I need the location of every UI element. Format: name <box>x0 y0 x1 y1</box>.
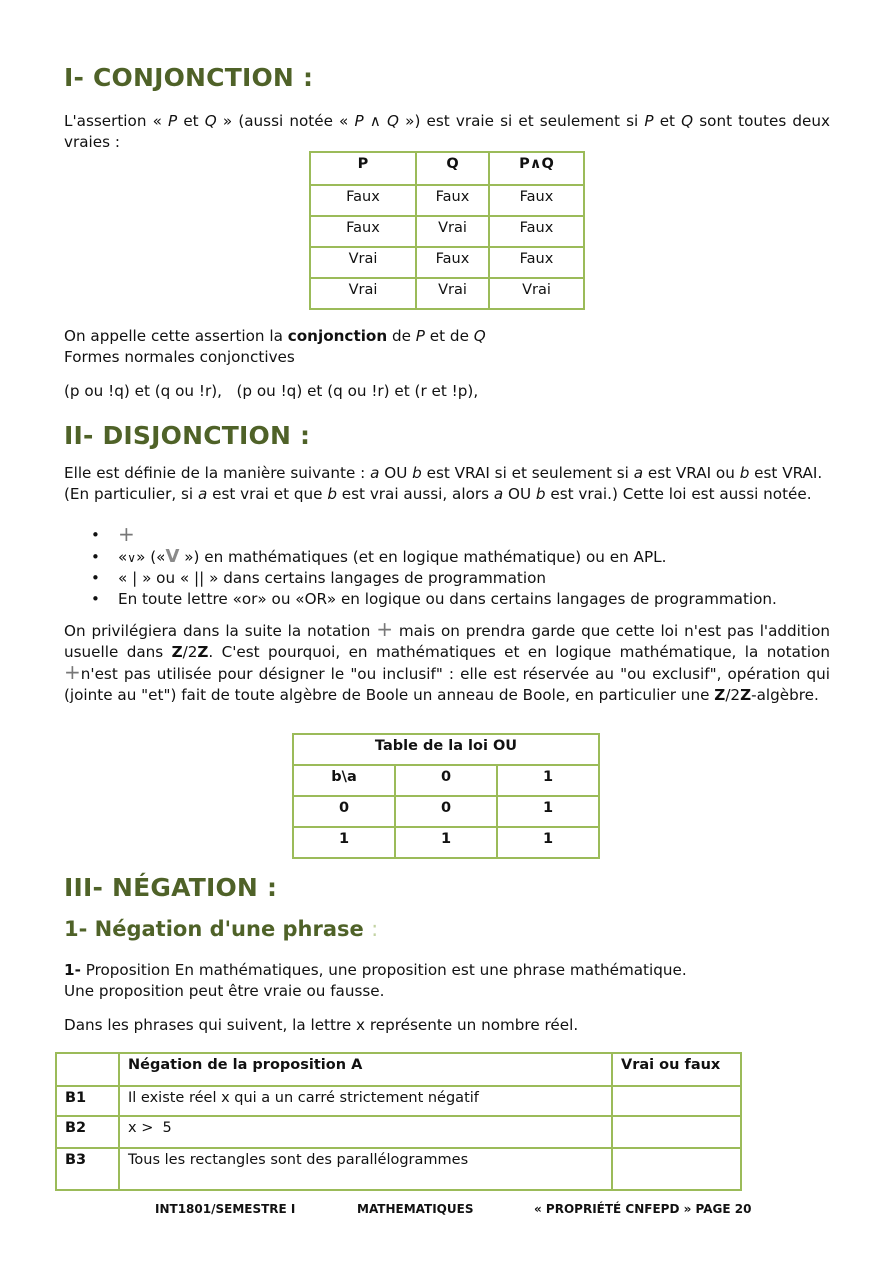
table-cell: Faux <box>310 185 416 216</box>
table-header-cell: 0 <box>395 765 497 796</box>
table-cell: Faux <box>489 216 584 247</box>
bullet-icon: • <box>91 569 100 587</box>
normal-forms-label: Formes normales conjonctives <box>64 348 295 366</box>
section-title-negation: III- NÉGATION : <box>64 873 278 902</box>
table-cell: Il existe réel x qui a un carré strictement négatif <box>119 1086 612 1116</box>
table-header-cell: Vrai ou faux <box>612 1053 741 1086</box>
table-cell: 1 <box>497 796 599 827</box>
list-item: • « | » ou « || » dans certains langages de programmation <box>91 569 546 587</box>
ou-truth-table <box>292 733 600 859</box>
table-cell: 1 <box>395 827 497 858</box>
table-header-cell: b\a <box>293 765 395 796</box>
table-cell: 1 <box>497 827 599 858</box>
normal-forms-example: (p ou !q) et (q ou !r), (p ou !q) et (q ou !r) et (r et !p), <box>64 382 479 400</box>
notation-list <box>64 522 844 609</box>
table-row <box>293 796 599 827</box>
table-cell: Faux <box>416 247 489 278</box>
answer-cell <box>612 1086 741 1116</box>
table-cell: 0 <box>395 796 497 827</box>
footer-course-code: INT1801/SEMESTRE I <box>155 1202 296 1216</box>
list-item: • «∨» («V ») en mathématiques (et en logique mathématique) ou en APL. <box>91 545 667 567</box>
conjonction-truth-table <box>309 151 585 310</box>
table-row <box>56 1086 741 1116</box>
bullet-icon: • <box>91 547 100 566</box>
table-cell: Faux <box>416 185 489 216</box>
proposition-definition: 1- Proposition En mathématiques, une proposition est une phrase mathématique. <box>64 961 687 979</box>
bullet-icon: • <box>91 526 100 544</box>
table-caption: Table de la loi OU <box>293 734 599 765</box>
section-title-disjonction: II- DISJONCTION : <box>64 421 311 450</box>
bullet-icon: • <box>91 589 100 608</box>
table-row <box>310 278 584 309</box>
table-cell: B2 <box>56 1116 119 1148</box>
disjonction-definition: Elle est définie de la manière suivante : a OU b est VRAI si et seulement si a est VRAI ou b est VRAI. (En particulier, si a est vrai et que b est vrai aussi, alors a OU b est vrai.) Cette loi est aussi notée. <box>64 464 823 503</box>
footer-subject: MATHEMATIQUES <box>357 1202 474 1216</box>
table-cell: Vrai <box>416 216 489 247</box>
table-row <box>56 1116 741 1148</box>
table-header-cell: P <box>310 152 416 185</box>
table-row <box>310 247 584 278</box>
table-cell: Vrai <box>416 278 489 309</box>
vee-symbol: V <box>165 545 180 567</box>
subsection-title-negation-phrase: 1- Négation d'une phrase : <box>64 917 379 941</box>
table-cell: Vrai <box>310 247 416 278</box>
table-header-cell: Négation de la proposition A <box>119 1053 612 1086</box>
table-cell: B3 <box>56 1148 119 1190</box>
table-cell: x > 5 <box>119 1116 612 1148</box>
section-title-conjonction: I- CONJONCTION : <box>64 63 314 92</box>
table-row <box>310 185 584 216</box>
table-row <box>310 216 584 247</box>
table-cell: B1 <box>56 1086 119 1116</box>
table-cell: Vrai <box>310 278 416 309</box>
answer-cell <box>612 1148 741 1190</box>
answer-cell <box>612 1116 741 1148</box>
list-item <box>64 522 844 547</box>
table-row <box>293 827 599 858</box>
table-cell: 0 <box>293 796 395 827</box>
table-cell: Faux <box>489 185 584 216</box>
table-cell: Faux <box>489 247 584 278</box>
conjonction-intro: L'assertion « P et Q » (aussi notée « P ∧ Q ») est vraie si et seulement si P et Q sont toutes deux vraies : <box>64 112 830 151</box>
disjonction-notation-paragraph: On privilégiera dans la suite la notation + mais on prendra garde que cette loi n'est pas l'addition usuelle dans Z/2Z. C'est pourquoi, en mathématiques et en logique mathématique, la notation +n'est pas utilisée pour désigner le "ou inclusif" : elle est réservée au "ou exclusif", opération qui (jointe au "et") fait de toute algèbre de Boole un anneau de Boole, en particulier une Z/2Z-algèbre. <box>64 617 830 704</box>
negation-table <box>55 1052 742 1191</box>
conjonction-definition: On appelle cette assertion la conjonction de P et de Q <box>64 327 486 345</box>
table-cell: 1 <box>293 827 395 858</box>
table-header-cell: Q <box>416 152 489 185</box>
plus-symbol: + <box>118 522 135 546</box>
table-cell: Tous les rectangles sont des parallélogrammes <box>119 1148 612 1190</box>
proposition-truth-note: Une proposition peut être vraie ou fausse. <box>64 982 385 1000</box>
table-row <box>293 765 599 796</box>
table-cell: Vrai <box>489 278 584 309</box>
table-row <box>56 1148 741 1190</box>
list-item: • En toute lettre «or» ou «OR» en logique ou dans certains langages de programmation. <box>91 589 777 608</box>
table-header-cell: 1 <box>497 765 599 796</box>
table-cell: Faux <box>310 216 416 247</box>
table-header-cell <box>56 1053 119 1086</box>
table-header-cell: P∧Q <box>489 152 584 185</box>
phrases-intro: Dans les phrases qui suivent, la lettre x représente un nombre réel. <box>64 1016 579 1034</box>
footer-page-number: « PROPRIÉTÉ CNFEPD » PAGE 20 <box>534 1202 752 1216</box>
